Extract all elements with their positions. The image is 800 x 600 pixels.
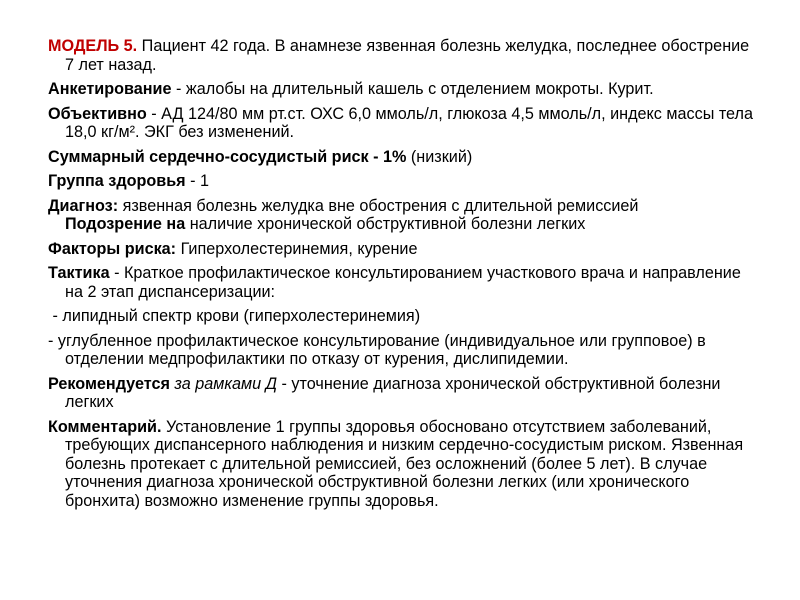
factors-label: Факторы риска: <box>48 239 177 258</box>
anketa-text: - жалобы на длительный кашель с отделением мокроты. Курит. <box>171 80 654 98</box>
risk-text: (низкий) <box>406 147 473 166</box>
anketa-paragraph <box>48 80 758 99</box>
tactics-text: - Краткое профилактическое консультированием участкового врача и направление на 2 этап диспансеризации: <box>65 264 741 301</box>
diagnosis-text: язвенная болезнь желудка вне обострения с длительной ремиссией <box>118 196 639 215</box>
tactics-label: Тактика <box>48 264 110 282</box>
model-text: Пациент 42 года. В анамнезе язвенная болезнь желудка, последнее обострение 7 лет назад. <box>65 37 750 74</box>
tactics-paragraph <box>48 264 758 301</box>
recommend-label: Рекомендуется <box>48 374 170 393</box>
recommend-paragraph <box>48 375 758 412</box>
group-text: - 1 <box>185 172 210 190</box>
suspicion-label: Подозрение на <box>65 215 186 233</box>
tactics-item-lipid: - липидный спектр крови (гиперхолестеринемия) <box>48 307 421 325</box>
factors-paragraph <box>48 240 758 259</box>
suspicion-text: наличие хронической обструктивной болезни легких <box>185 215 586 233</box>
comment-paragraph <box>48 418 758 511</box>
recommend-text: - уточнение диагноза хронической обструктивной болезни легких <box>65 374 721 411</box>
recommend-italic: за рамками Д <box>169 374 278 393</box>
objective-paragraph <box>48 105 758 142</box>
risk-label: Суммарный сердечно-сосудистый риск - 1% <box>48 147 407 166</box>
group-label: Группа здоровья <box>48 172 186 190</box>
risk-paragraph <box>48 148 758 167</box>
tactics-item-counseling: - углубленное профилактическое консультирование (индивидуальное или групповое) в отделении медпрофилактики по отказу от курения, дислипидемии. <box>48 331 706 368</box>
slide-content <box>48 37 758 516</box>
anketa-label: Анкетирование <box>48 80 172 98</box>
comment-label: Комментарий. <box>48 417 162 436</box>
factors-text: Гиперхолестеринемия, курение <box>176 239 418 258</box>
diagnosis-paragraph <box>48 197 758 234</box>
diagnosis-label: Диагноз: <box>48 196 119 215</box>
comment-text: Установление 1 группы здоровья обосновано отсутствием заболеваний, требующих диспансерного наблюдения и низким сердечно-сосудистым риском. Язвенная болезнь протекает с длительной ремиссией, без осложнений (более 5 лет). В случае уточнения диагноза хронической обструктивной болезни легких (или хронического бронхита) возможно изменение группы здоровья. <box>65 417 744 510</box>
model-label: МОДЕЛЬ 5. <box>48 37 138 55</box>
objective-label: Объективно <box>48 104 147 123</box>
model-paragraph <box>48 37 758 74</box>
objective-text: - АД 124/80 мм рт.ст. ОХС 6,0 ммоль/л, глюкоза 4,5 ммоль/л, индекс массы тела 18,0 кг/м². ЭКГ без изменений. <box>65 104 753 141</box>
group-paragraph <box>48 172 758 191</box>
